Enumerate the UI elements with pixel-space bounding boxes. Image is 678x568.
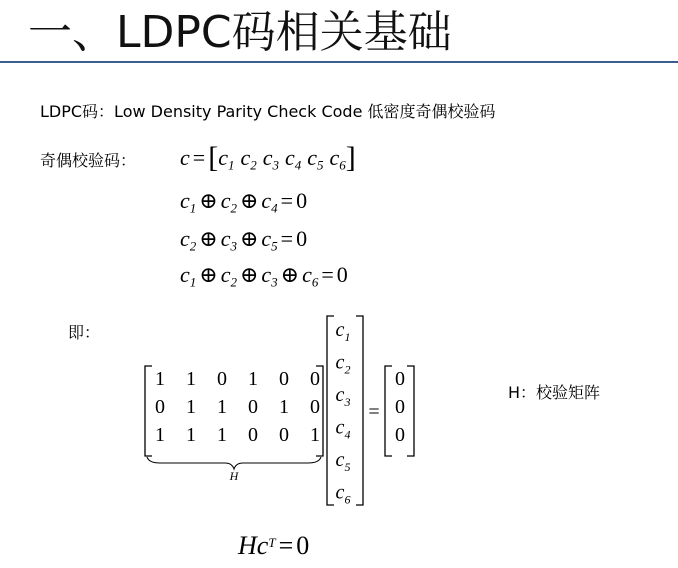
zero-vector-entry: 0: [395, 368, 405, 390]
check-term: $c_4$: [261, 188, 278, 216]
vector-component: $c_3$: [262, 145, 279, 173]
matrix-h-entry: 1: [186, 368, 196, 390]
matrix-h-entry: 1: [310, 424, 320, 446]
vector-c-right-bracket: [356, 316, 363, 505]
check-term: $c_6$: [302, 262, 319, 290]
vector-component: $c_5$: [307, 145, 324, 173]
matrix-h-label: H: [229, 469, 239, 483]
matrix-h-entry: 1: [155, 424, 165, 446]
check-matrix-note: H：校验矩阵: [508, 383, 601, 402]
matrix-h-entry: 0: [310, 368, 320, 390]
matrix-h-entry: 1: [279, 396, 289, 418]
check-term: $c_2$: [220, 188, 237, 216]
matrix-h-entry: 0: [310, 396, 320, 418]
ldpc-definition: LDPC码：Low Density Parity Check Code 低密度奇偶校验码: [40, 102, 496, 121]
zero-vector-entry: 0: [395, 396, 405, 418]
matrix-h-entry: 1: [248, 368, 258, 390]
parity-code-label: 奇偶校验码：: [40, 151, 137, 170]
check-term: $c_3$: [261, 262, 278, 290]
parity-check-2: $c_2$ ⊕ $c_3$ ⊕ $c_5 = 0$: [180, 226, 308, 254]
ji-label: 即：: [68, 323, 101, 342]
final-equation: $Hc^T = 0$: [238, 531, 310, 560]
matrix-h-entry: 0: [279, 368, 289, 390]
check-rhs: 0: [336, 262, 348, 287]
check-term: $c_2$: [220, 262, 237, 290]
matrix-h-entry: 1: [217, 424, 227, 446]
vector-c-left-bracket: [327, 316, 334, 505]
check-rhs: 0: [296, 188, 308, 213]
matrix-h-entry: 1: [217, 396, 227, 418]
matrix-h-entry: 0: [248, 396, 258, 418]
vector-lhs: c: [180, 145, 190, 170]
matrix-h-entry: 1: [186, 424, 196, 446]
vector-c-entry: $c_4$: [335, 416, 351, 442]
slide-title: 一、LDPC码相关基础: [28, 7, 452, 58]
check-term: $c_5$: [261, 226, 278, 254]
zero-vector-entry: 0: [395, 424, 405, 446]
matrix-h-left-bracket: [145, 366, 152, 456]
check-term: $c_2$: [180, 226, 197, 254]
vector-component: $c_2$: [240, 145, 257, 173]
parity-check-3: $c_1$ ⊕ $c_2$ ⊕ $c_3$ ⊕ $c_6 = 0$: [180, 262, 348, 290]
matrix-h-entry: 0: [279, 424, 289, 446]
vector-component: $c_6$: [329, 145, 346, 173]
vector-c-entry: $c_3$: [335, 384, 351, 409]
matrix-h-entry: 1: [186, 396, 196, 418]
vector-c-entry: $c_6$: [335, 481, 351, 507]
check-rhs: 0: [296, 226, 308, 251]
matrix-h-entry: 1: [155, 368, 165, 390]
check-term: $c_1$: [180, 188, 197, 216]
check-term: $c_1$: [180, 262, 197, 290]
vector-c-entry: $c_1$: [335, 319, 351, 344]
vector-component: $c_1$: [218, 145, 235, 173]
matrix-underbrace: [147, 457, 321, 469]
vector-component: $c_4$: [284, 145, 302, 173]
check-term: $c_3$: [220, 226, 237, 254]
vector-c-entry: $c_5$: [335, 449, 351, 474]
zero-vector-left-bracket: [385, 366, 392, 456]
vector-c-entry: $c_2$: [335, 351, 351, 377]
matrix-h-entry: 0: [217, 368, 227, 390]
codeword-vector: $c = [c_1$ $c_2$ $c_3$ $c_4$ $c_5$ $c_6$]: [180, 141, 356, 174]
final-rhs: 0: [296, 531, 310, 560]
matrix-h-entry: 0: [155, 396, 165, 418]
transpose-superscript: T: [268, 534, 276, 550]
matrix-h-entry: 0: [248, 424, 258, 446]
parity-check-1: $c_1$ ⊕ $c_2$ ⊕ $c_4 = 0$: [180, 188, 308, 216]
matrix-equals-sign: =: [368, 401, 380, 423]
final-lhs: Hc: [238, 531, 269, 560]
zero-vector-right-bracket: [407, 366, 414, 456]
